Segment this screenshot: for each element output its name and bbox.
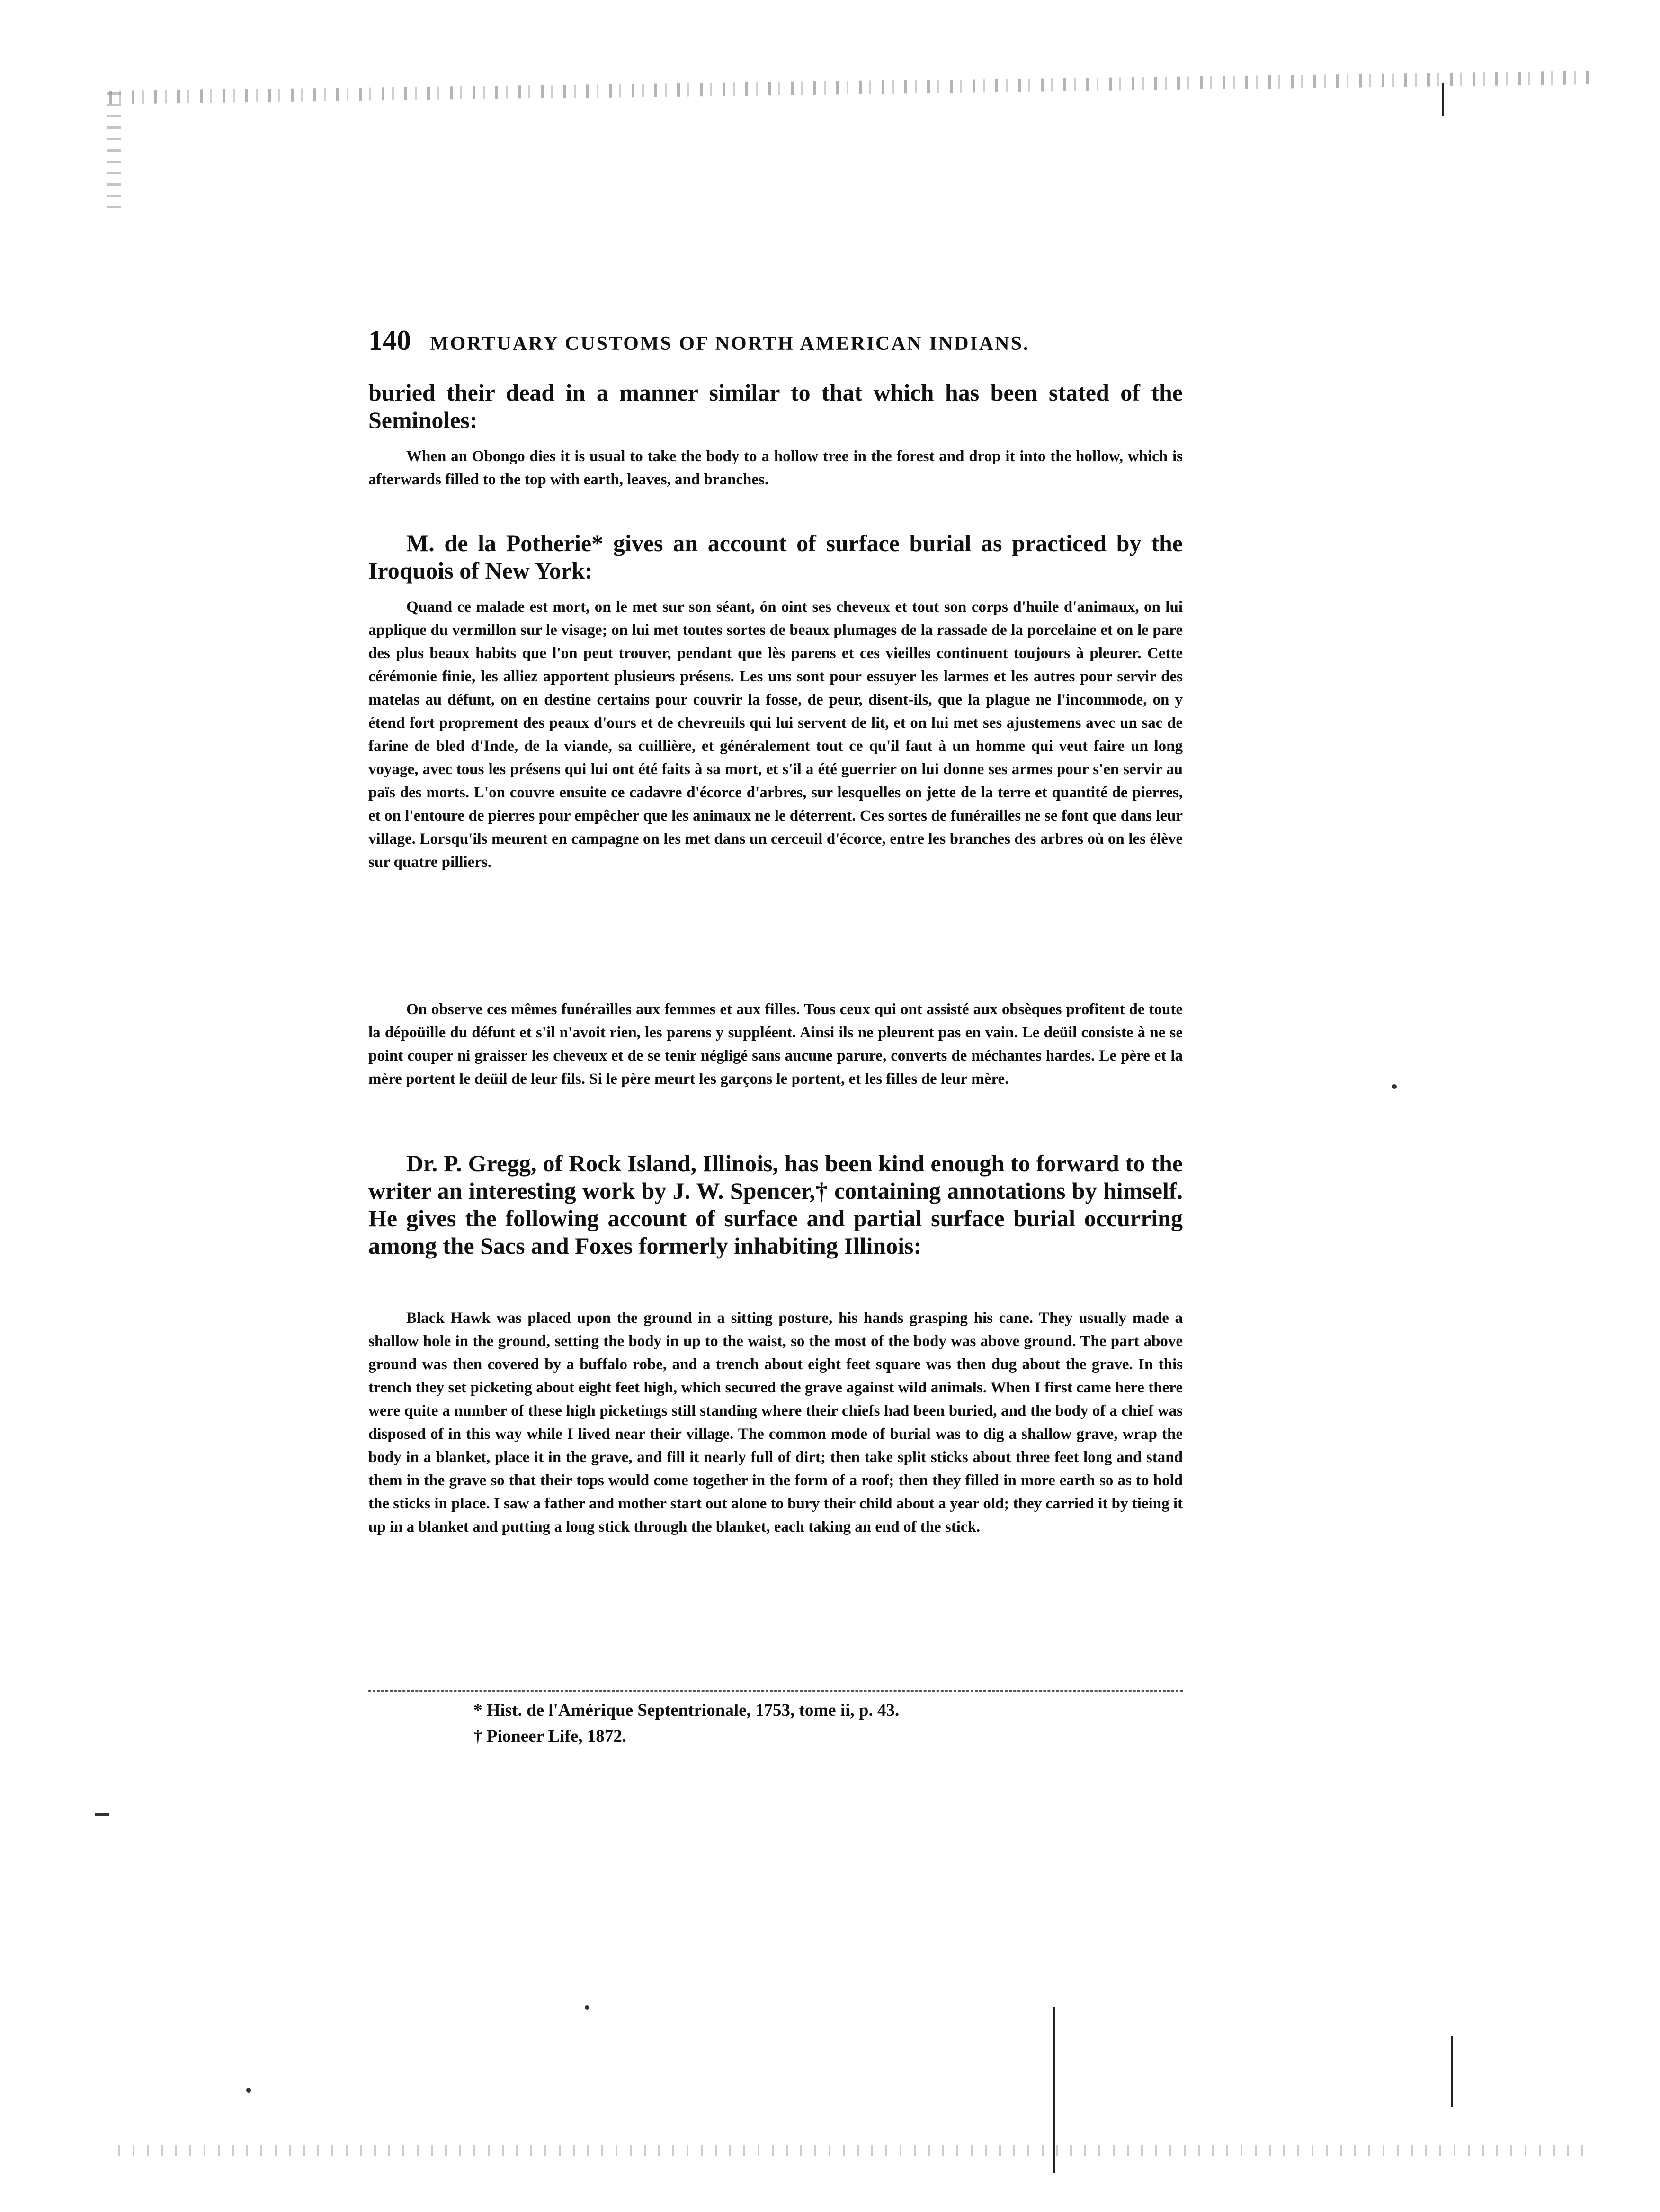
scan-mark	[1442, 83, 1444, 116]
scan-edge-left	[107, 85, 121, 208]
scan-speck	[246, 2088, 251, 2093]
scan-speck	[585, 2005, 589, 2010]
running-title: MORTUARY CUSTOMS OF NORTH AMERICAN INDIANS.	[430, 333, 1030, 355]
footnote: * Hist. de l'Amérique Septentrionale, 1753, tome ii, p. 43.	[473, 1701, 900, 1720]
scan-edge-top	[109, 71, 1591, 104]
block-quote-french: On observe ces mêmes funérailles aux femmes et aux filles. Tous ceux qui ont assisté aux obsèques profitent de toute la dépoüille du défunt et s'il n'avoit rien, les parens y suppléent. Ainsi ils ne pleurent pas en vain. Le deüil consiste à ne se point couper ni graisser les cheveux et de se tenir négligé sans aucune parure, converts de méchantes hardes. Le père et la mère portent le deüil de leur fils. Si le père meurt les garçons le portent, et les filles de leur mère.	[368, 1001, 1183, 1088]
body-paragraph: M. de la Potherie* gives an account of surface burial as practiced by the Iroquois of New York:	[368, 530, 1183, 584]
block-quote-french: Quand ce malade est mort, on le met sur son séant, ón oint ses cheveux et tout son corps d'huile d'animaux, on lui applique du vermillon sur le visage; on lui met toutes sortes de beaux plumages de la rassade de la porcelaine et on le pare des plus beaux habits que l'on peut trouver, pendant que lès parens et ces vieilles continuent toujours à pleurer. Cette cérémonie finie, les alliez apportent plusieurs présens. Les uns sont pour essuyer les larmes et les autres pour servir des matelas au défunt, on en destine certains pour couvrir la fosse, de peur, disent-ils, que la plague ne l'incommode, on y étend fort proprement des peaux d'ours et de chevreuils qui lui servent de lit, et on lui met ses ajustemens avec un sac de farine de bled d'Inde, de la viande, sa cuillière, et généralement tout ce qu'il faut à un homme qui veut faire un long voyage, avec tous les présens qui lui ont été faits à sa mort, et s'il a été guerrier on lui donne ses armes pour s'en servir au païs des morts. L'on couvre ensuite ce cadavre d'écorce d'arbres, sur lesquelles on jette de la terre et quantité de pierres, et on l'entoure de pierres pour empêcher que les animaux ne le déterrent. Ces sortes de funérailles ne se font que dans leur village. Lorsqu'ils meurent en campagne on les met dans un cerceuil d'écorce, entre les branches des arbres où on les élève sur quatre pilliers.	[368, 598, 1183, 871]
scan-mark	[95, 1813, 109, 1816]
body-paragraph: buried their dead in a manner similar to that which has been stated of the Seminoles:	[368, 379, 1183, 433]
scan-speck	[1392, 1084, 1397, 1089]
block-quote: When an Obongo dies it is usual to take the body to a hollow tree in the forest and drop it into the hollow, which is afterwards filled to the top with earth, leaves, and branches.	[368, 448, 1183, 488]
footnote: † Pioneer Life, 1872.	[473, 1727, 627, 1746]
page-number: 140	[368, 325, 411, 356]
scan-edge-bottom	[118, 2145, 1586, 2156]
scan-mark	[1053, 2007, 1055, 2173]
footnote-rule	[368, 1690, 1183, 1692]
footnotes	[473, 1697, 1136, 1749]
block-quote: Black Hawk was placed upon the ground in a sitting posture, his hands grasping his cane. They usually made a shallow hole in the ground, setting the body in up to the waist, so the most of the body was above ground. The part above ground was then covered by a buffalo robe, and a trench about eight feet square was then dug about the grave. In this trench they set picketing about eight feet high, which secured the grave against wild animals. When I first came here there were quite a number of these high picketings still standing where their chiefs had been buried, and the body of a chief was disposed of in this way while I lived near their village. The common mode of burial was to dig a shallow grave, wrap the body in a blanket, place it in the grave, and fill it nearly full of dirt; then take split sticks about three feet long and stand them in the grave so that their tops would come together in the form of a roof; then they filled in more earth so as to hold the sticks in place. I saw a father and mother start out alone to bury their child about a year old; they carried it by tieing it up in a blanket and putting a long stick through the blanket, each taking an end of the stick.	[368, 1310, 1183, 1535]
scan-mark	[1451, 2036, 1453, 2107]
page-header	[368, 324, 1183, 367]
body-paragraph: Dr. P. Gregg, of Rock Island, Illinois, has been kind enough to forward to the writer an interesting work by J. W. Spencer,† containing annotations by himself. He gives the following account of surface and partial surface burial occurring among the Sacs and Foxes formerly inhabiting Illinois:	[368, 1150, 1183, 1259]
